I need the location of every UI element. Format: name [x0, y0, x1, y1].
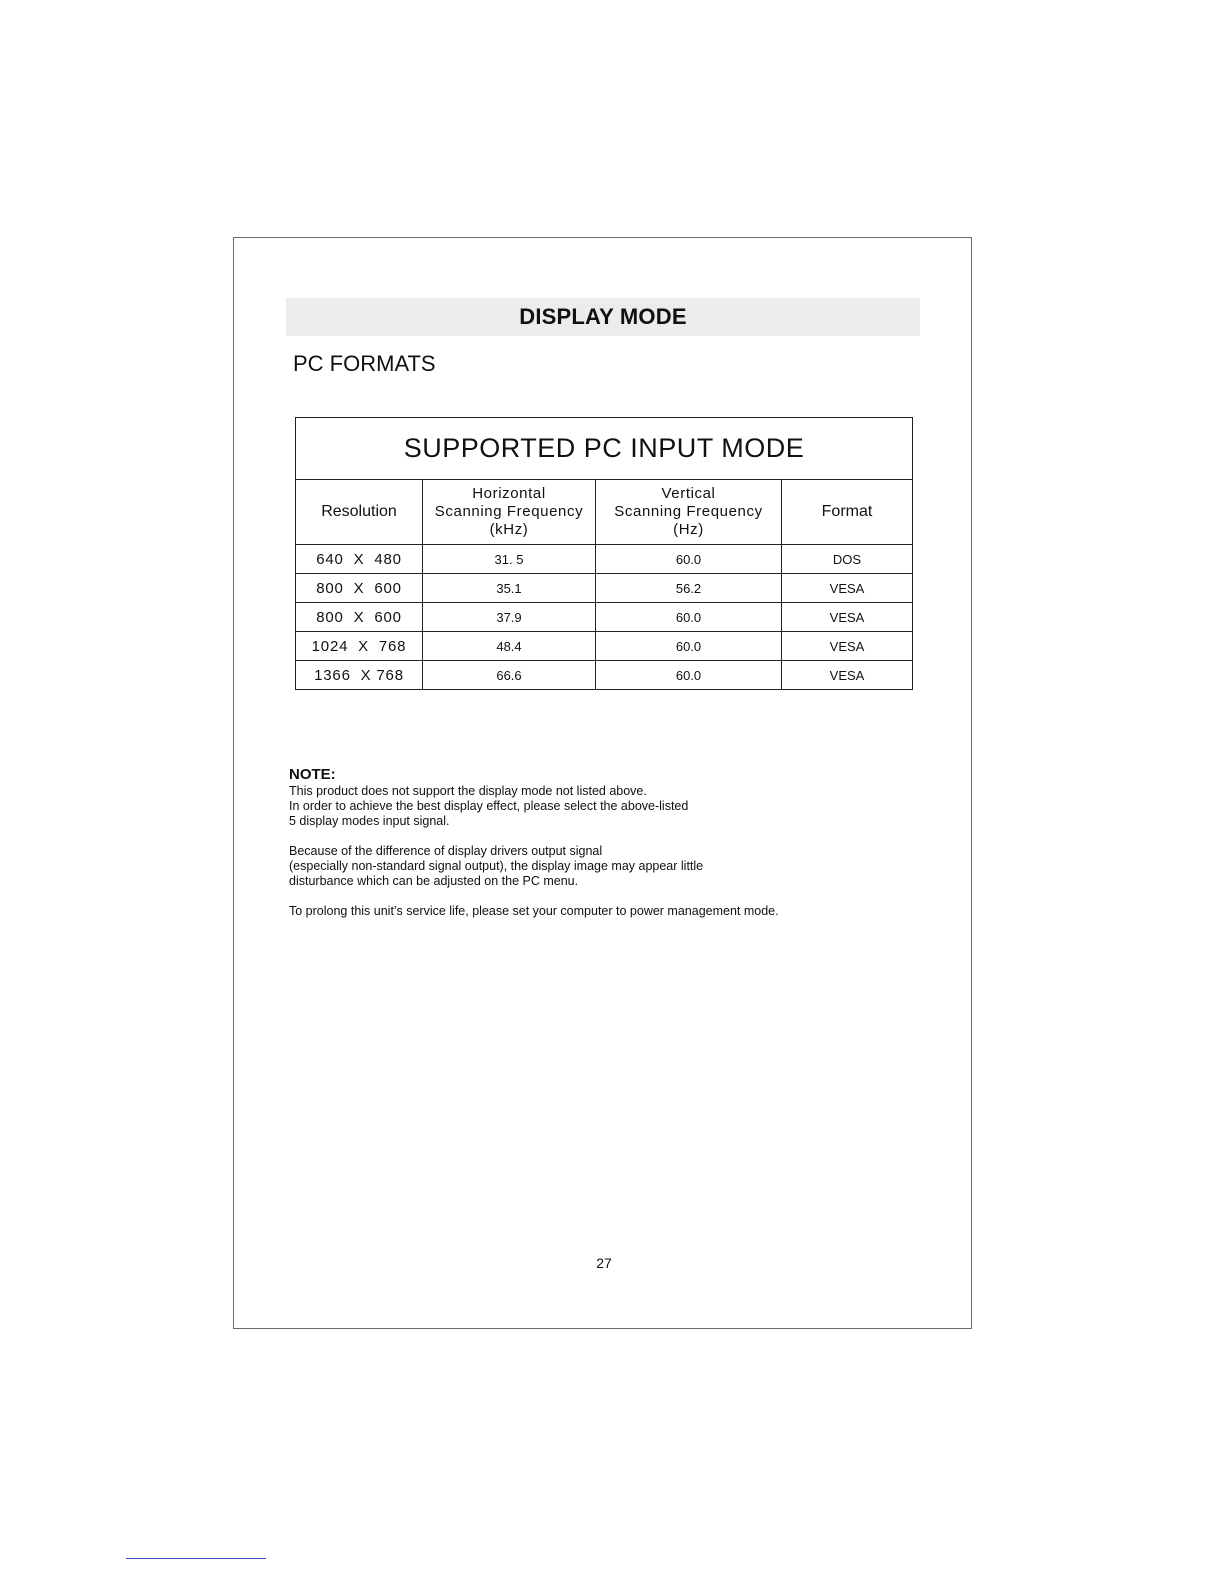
section-title: DISPLAY MODE: [519, 304, 687, 329]
cell-horizontal: 48.4: [423, 632, 596, 661]
cell-horizontal: 35.1: [423, 574, 596, 603]
header-horizontal-line-2: Scanning Frequency: [434, 503, 584, 520]
cell-resolution: 800 X 600: [296, 574, 423, 603]
note-line: To prolong this unit’s service life, please set your computer to power management mode.: [289, 904, 779, 918]
note-line: This product does not support the display mode not listed above.: [289, 784, 647, 798]
note-heading: NOTE:: [289, 766, 336, 783]
header-vertical: [596, 480, 782, 545]
note-paragraph: [289, 844, 929, 889]
header-vertical-line-2: Scanning Frequency: [614, 503, 763, 520]
cell-resolution: 1024 X 768: [296, 632, 423, 661]
pc-input-mode-table: [295, 417, 913, 690]
cell-vertical: 60.0: [596, 632, 782, 661]
table-caption: SUPPORTED PC INPUT MODE: [296, 418, 913, 480]
table-header-row: [296, 480, 913, 545]
cell-resolution: 1366 X 768: [296, 661, 423, 690]
cell-vertical: 60.0: [596, 661, 782, 690]
header-vertical-line-3: (Hz): [673, 521, 704, 538]
page-number: 27: [596, 1255, 612, 1271]
cell-resolution: 800 X 600: [296, 603, 423, 632]
note-line: Because of the difference of display drivers output signal: [289, 844, 603, 858]
note-paragraph: [289, 904, 929, 919]
cell-format: VESA: [782, 603, 913, 632]
cell-horizontal: 31. 5: [423, 545, 596, 574]
note-title: NOTE: [289, 766, 331, 783]
note-line: disturbance which can be adjusted on the PC menu.: [289, 874, 579, 888]
subheading: PC FORMATS: [293, 351, 436, 376]
cell-format: VESA: [782, 632, 913, 661]
header-horizontal-line-1: Horizontal: [472, 485, 546, 502]
note-line: (especially non-standard signal output), the display image may appear little: [289, 859, 704, 873]
cell-vertical: 60.0: [596, 603, 782, 632]
cell-horizontal: 37.9: [423, 603, 596, 632]
header-resolution: Resolution: [296, 480, 423, 545]
note-block: [289, 766, 929, 934]
header-format: Format: [782, 480, 913, 545]
cell-format: VESA: [782, 574, 913, 603]
table-row: [296, 545, 913, 574]
header-horizontal-line-3: (kHz): [489, 521, 529, 538]
cell-format: VESA: [782, 661, 913, 690]
table-row: [296, 632, 913, 661]
cell-vertical: 60.0: [596, 545, 782, 574]
header-horizontal: [423, 480, 596, 545]
cell-resolution: 640 X 480: [296, 545, 423, 574]
footer-rule: [126, 1558, 266, 1559]
section-header: [286, 298, 920, 336]
note-line: 5 display modes input signal.: [289, 814, 450, 828]
cell-vertical: 56.2: [596, 574, 782, 603]
table-row: [296, 603, 913, 632]
table-row: [296, 661, 913, 690]
cell-format: DOS: [782, 545, 913, 574]
header-vertical-line-1: Vertical: [661, 485, 716, 502]
note-paragraph: [289, 784, 929, 829]
table-row: [296, 574, 913, 603]
note-line: In order to achieve the best display effect, please select the above-listed: [289, 799, 689, 813]
cell-horizontal: 66.6: [423, 661, 596, 690]
